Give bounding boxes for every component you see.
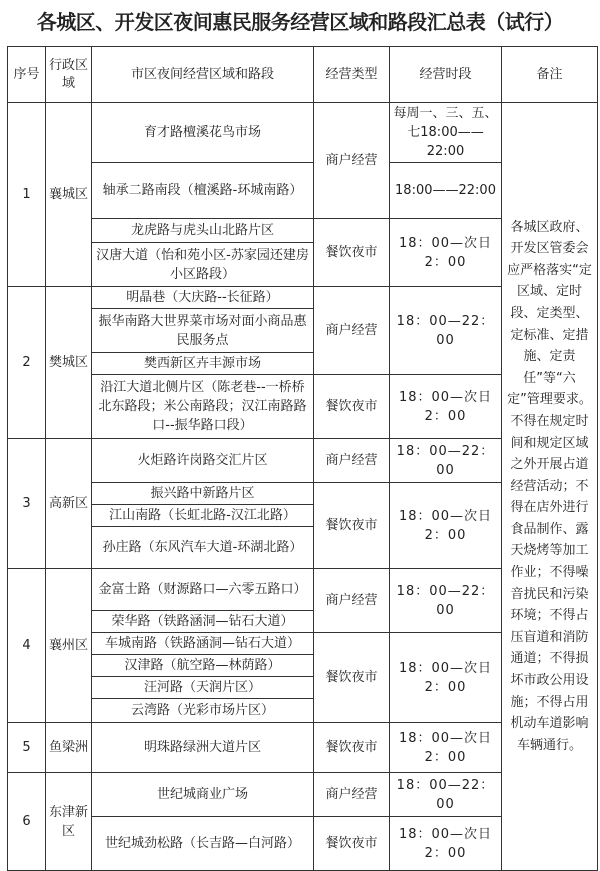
cell-district: 襄州区: [46, 569, 92, 723]
cell-type: 商户经营: [314, 439, 390, 483]
cell-type: 商户经营: [314, 569, 390, 633]
cell-time: 18：00—22：00: [390, 773, 502, 817]
cell-type: 餐饮夜市: [314, 483, 390, 569]
cell-time: 18：00—次日2：00: [390, 633, 502, 723]
cell-no: 6: [8, 773, 46, 871]
cell-district: 高新区: [46, 439, 92, 569]
cell-area: 汉唐大道（怡和苑小区-苏家园还建房小区路段）: [92, 243, 314, 287]
cell-time: 18：00—次日2：00: [390, 723, 502, 773]
header-area: 市区夜间经营区域和路段: [92, 47, 314, 103]
cell-area: 世纪城劲松路（长吉路—白河路）: [92, 817, 314, 871]
summary-table: [7, 46, 598, 871]
header-no: 序号: [8, 47, 46, 103]
cell-area: 江山南路（长虹北路-汉江北路）: [92, 505, 314, 527]
cell-area: 车城南路（铁路涵洞—钻石大道）: [92, 633, 314, 655]
cell-area: 汉津路（航空路—林荫路）: [92, 655, 314, 677]
cell-district: 襄城区: [46, 103, 92, 287]
cell-time: 18：00—次日2：00: [390, 219, 502, 287]
cell-area: 明晶巷（大庆路--长征路）: [92, 287, 314, 309]
cell-time: 每周一、三、五、七18:00——22:00: [390, 103, 502, 163]
cell-district: 东津新区: [46, 773, 92, 871]
cell-area: 金富士路（财源路口—六零五路口）: [92, 569, 314, 611]
cell-type: 商户经营: [314, 773, 390, 817]
cell-time: 18：00—次日2：00: [390, 817, 502, 871]
cell-area: 轴承二路南段（檀溪路-环城南路）: [92, 163, 314, 219]
cell-area: 沿江大道北侧片区（陈老巷--一桥桥北东路段；米公南路段；汉江南路路口--振华路口段）: [92, 375, 314, 439]
cell-time: 18：00—22：00: [390, 569, 502, 633]
cell-time: 18：00—次日2：00: [390, 483, 502, 569]
cell-area: 振兴路中新路片区: [92, 483, 314, 505]
cell-district: 鱼梁洲: [46, 723, 92, 773]
cell-area: 云湾路（光彩市场片区）: [92, 699, 314, 723]
cell-no: 4: [8, 569, 46, 723]
header-type: 经营类型: [314, 47, 390, 103]
table-row: [8, 103, 598, 163]
cell-area: 明珠路绿洲大道片区: [92, 723, 314, 773]
cell-type: 餐饮夜市: [314, 817, 390, 871]
cell-type: 餐饮夜市: [314, 633, 390, 723]
cell-area: 荣华路（铁路涵洞—钻石大道）: [92, 611, 314, 633]
cell-no: 1: [8, 103, 46, 287]
cell-time: 18:00——22:00: [390, 163, 502, 219]
cell-no: 3: [8, 439, 46, 569]
cell-area: 樊西新区卉丰源市场: [92, 353, 314, 375]
cell-no: 5: [8, 723, 46, 773]
header-note: 备注: [502, 47, 598, 103]
cell-area: 火炬路许岗路交汇片区: [92, 439, 314, 483]
cell-type: 餐饮夜市: [314, 219, 390, 287]
cell-area: 振华南路大世界菜市场对面小商品惠民服务点: [92, 309, 314, 353]
cell-type: 商户经营: [314, 287, 390, 375]
cell-area: 育才路檀溪花鸟市场: [92, 103, 314, 163]
cell-time: 18：00—次日2：00: [390, 375, 502, 439]
cell-area: 汪河路（天润片区）: [92, 677, 314, 699]
header-row: [8, 47, 598, 103]
cell-no: 2: [8, 287, 46, 439]
cell-type: 餐饮夜市: [314, 723, 390, 773]
cell-district: 樊城区: [46, 287, 92, 439]
cell-area: 龙虎路与虎头山北路片区: [92, 219, 314, 243]
cell-type: 餐饮夜市: [314, 375, 390, 439]
cell-area: 世纪城商业广场: [92, 773, 314, 817]
cell-area: 孙庄路（东风汽车大道-环湖北路）: [92, 527, 314, 569]
cell-remarks: 各城区政府、开发区管委会应严格落实“定区域、定时段、定类型、定标准、定措施、定责任”等“六定”管理要求。不得在规定时间和规定区域之外开展占道经营活动；不得在店外进行食品制作、露天烧烤等加工作业；不得噪音扰民和污染环境；不得占压盲道和消防通道；不得损坏市政公用设施；不得占用机动车道影响车辆通行。: [502, 103, 598, 871]
header-time: 经营时段: [390, 47, 502, 103]
page-title: 各城区、开发区夜间惠民服务经营区域和路段汇总表（试行）: [36, 10, 564, 34]
cell-time: 18：00—22：00: [390, 439, 502, 483]
header-district: 行政区域: [46, 47, 92, 103]
cell-type: 商户经营: [314, 103, 390, 219]
cell-time: 18：00—22：00: [390, 287, 502, 375]
